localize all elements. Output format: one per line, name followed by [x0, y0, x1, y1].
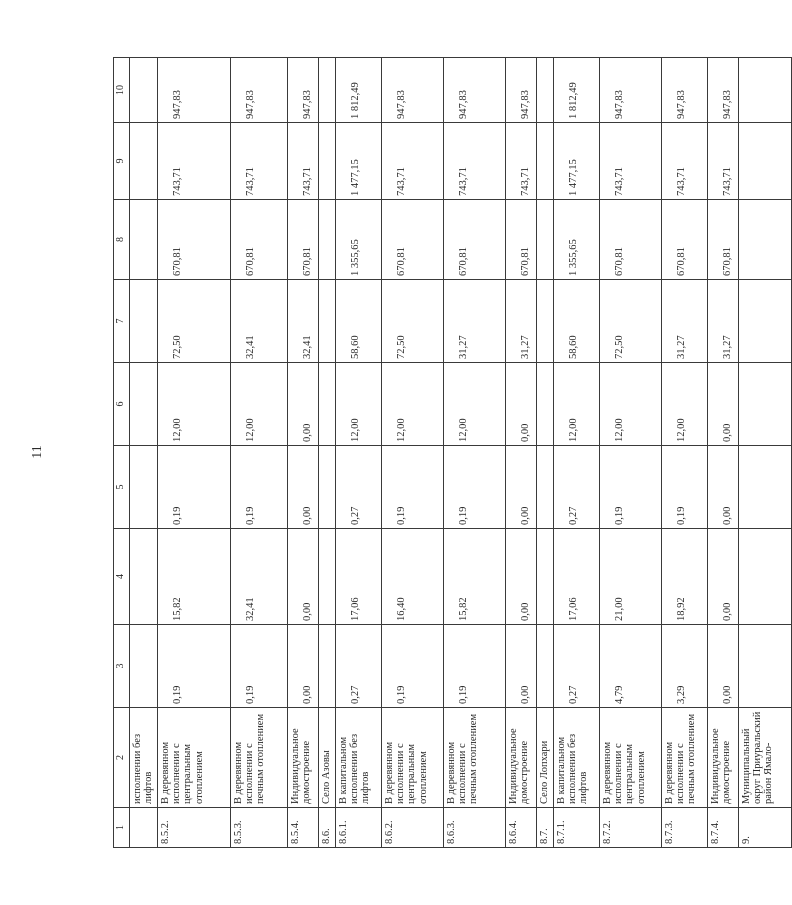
value-cell — [318, 446, 335, 529]
value-cell: 15,82 — [443, 529, 505, 625]
column-header: 5 — [114, 446, 130, 529]
value-cell: 3,29 — [661, 625, 707, 708]
value-cell: 670,81 — [661, 200, 707, 280]
value-cell: 0,00 — [287, 446, 318, 529]
value-cell — [536, 58, 553, 123]
value-cell: 1 477,15 — [553, 123, 599, 200]
value-cell: 12,00 — [157, 363, 230, 446]
value-cell: 12,00 — [335, 363, 381, 446]
value-cell: 72,50 — [599, 280, 661, 363]
value-cell: 0,00 — [707, 363, 738, 446]
row-label-cell: В деревянном исполнении с печным отоплением — [443, 708, 505, 808]
value-cell: 4,79 — [599, 625, 661, 708]
row-number-cell: 9. — [738, 808, 791, 848]
row-number-cell: 8.6.2. — [381, 808, 443, 848]
row-number-cell: 8.7.2. — [599, 808, 661, 848]
value-cell — [130, 280, 158, 363]
value-cell: 947,83 — [661, 58, 707, 123]
value-cell: 17,06 — [553, 529, 599, 625]
table-row — [661, 58, 707, 848]
value-cell: 12,00 — [381, 363, 443, 446]
row-number-cell: 8.6. — [318, 808, 335, 848]
value-cell: 1 355,65 — [335, 200, 381, 280]
column-header: 4 — [114, 529, 130, 625]
table-row — [536, 58, 553, 848]
value-cell — [130, 625, 158, 708]
value-cell: 31,27 — [505, 280, 536, 363]
value-cell: 32,41 — [287, 280, 318, 363]
value-cell — [738, 58, 791, 123]
table-row — [707, 58, 738, 848]
value-cell: 0,00 — [505, 446, 536, 529]
row-label-cell: В деревянном исполнении с центральным отоплением — [381, 708, 443, 808]
value-cell — [130, 200, 158, 280]
value-cell: 12,00 — [599, 363, 661, 446]
value-cell — [318, 280, 335, 363]
row-number-cell: 8.6.1. — [335, 808, 381, 848]
value-cell: 743,71 — [661, 123, 707, 200]
value-cell — [130, 58, 158, 123]
value-cell — [738, 280, 791, 363]
table-row — [553, 58, 599, 848]
row-label-cell: Село Лопхари — [536, 708, 553, 808]
value-cell — [318, 200, 335, 280]
value-cell — [536, 446, 553, 529]
value-cell: 12,00 — [553, 363, 599, 446]
row-label-cell: В деревянном исполнении с центральным отоплением — [599, 708, 661, 808]
value-cell: 0,00 — [707, 529, 738, 625]
row-number-cell: 8.7.3. — [661, 808, 707, 848]
value-cell: 0,00 — [505, 625, 536, 708]
value-cell — [738, 123, 791, 200]
row-number-cell: 8.7.1. — [553, 808, 599, 848]
table-row — [599, 58, 661, 848]
value-cell — [318, 625, 335, 708]
value-cell: 743,71 — [443, 123, 505, 200]
value-cell: 743,71 — [230, 123, 287, 200]
value-cell: 31,27 — [443, 280, 505, 363]
table-row — [738, 58, 791, 848]
value-cell: 12,00 — [230, 363, 287, 446]
row-label-cell: В деревянном исполнении с печным отоплением — [230, 708, 287, 808]
table-row — [505, 58, 536, 848]
row-number-cell: 8.5.4. — [287, 808, 318, 848]
value-cell: 18,92 — [661, 529, 707, 625]
value-cell: 16,40 — [381, 529, 443, 625]
column-header: 1 — [114, 808, 130, 848]
value-cell — [738, 529, 791, 625]
value-cell: 0,00 — [505, 363, 536, 446]
value-cell: 0,19 — [381, 625, 443, 708]
value-cell: 0,00 — [287, 529, 318, 625]
page-number: 11 — [30, 445, 45, 459]
value-cell: 743,71 — [505, 123, 536, 200]
row-label-cell: В деревянном исполнении с центральным отоплением — [157, 708, 230, 808]
value-cell — [130, 529, 158, 625]
row-label-cell: Индивидуальное домостроение — [707, 708, 738, 808]
value-cell: 743,71 — [157, 123, 230, 200]
value-cell: 743,71 — [381, 123, 443, 200]
value-cell: 15,82 — [157, 529, 230, 625]
value-cell: 670,81 — [230, 200, 287, 280]
table-row — [157, 58, 230, 848]
row-number-cell: 8.6.3. — [443, 808, 505, 848]
row-label-cell: Муниципальный округ Приуральский район Ямало- — [738, 708, 791, 808]
value-cell: 947,83 — [157, 58, 230, 123]
column-header: 3 — [114, 625, 130, 708]
value-cell: 32,41 — [230, 280, 287, 363]
value-cell: 670,81 — [599, 200, 661, 280]
table-row — [130, 58, 158, 848]
value-cell: 0,19 — [157, 446, 230, 529]
value-cell — [536, 200, 553, 280]
value-cell: 947,83 — [381, 58, 443, 123]
row-number-cell: 8.6.4. — [505, 808, 536, 848]
value-cell — [318, 123, 335, 200]
value-cell: 17,06 — [335, 529, 381, 625]
value-cell: 32,41 — [230, 529, 287, 625]
value-cell — [536, 529, 553, 625]
value-cell — [738, 446, 791, 529]
table-header-row — [114, 58, 130, 848]
value-cell: 12,00 — [661, 363, 707, 446]
value-cell: 0,19 — [443, 446, 505, 529]
table-row — [287, 58, 318, 848]
table-row — [381, 58, 443, 848]
row-number-cell: 8.7. — [536, 808, 553, 848]
value-cell — [130, 363, 158, 446]
row-number-cell — [130, 808, 158, 848]
column-header: 8 — [114, 200, 130, 280]
value-cell: 31,27 — [707, 280, 738, 363]
table-row — [443, 58, 505, 848]
value-cell — [318, 363, 335, 446]
value-cell — [536, 625, 553, 708]
row-label-cell: исполнении без лифтов — [130, 708, 158, 808]
value-cell: 947,83 — [505, 58, 536, 123]
value-cell: 1 812,49 — [553, 58, 599, 123]
value-cell: 0,27 — [335, 625, 381, 708]
rotated-table-wrapper — [113, 58, 775, 848]
value-cell: 0,19 — [230, 625, 287, 708]
value-cell: 670,81 — [381, 200, 443, 280]
value-cell: 0,00 — [505, 529, 536, 625]
row-label-cell: В капитальном исполнении без лифтов — [553, 708, 599, 808]
value-cell: 670,81 — [287, 200, 318, 280]
value-cell: 743,71 — [707, 123, 738, 200]
row-label-cell: Индивидуальное домостроение — [287, 708, 318, 808]
value-cell: 743,71 — [287, 123, 318, 200]
value-cell: 31,27 — [661, 280, 707, 363]
row-number-cell: 8.5.3. — [230, 808, 287, 848]
value-cell: 0,00 — [287, 625, 318, 708]
value-cell: 670,81 — [443, 200, 505, 280]
value-cell: 670,81 — [157, 200, 230, 280]
value-cell — [536, 123, 553, 200]
value-cell: 0,19 — [381, 446, 443, 529]
value-cell: 0,19 — [230, 446, 287, 529]
value-cell — [130, 446, 158, 529]
value-cell: 947,83 — [599, 58, 661, 123]
value-cell — [536, 363, 553, 446]
row-number-cell: 8.5.2. — [157, 808, 230, 848]
value-cell — [738, 200, 791, 280]
column-header: 9 — [114, 123, 130, 200]
value-cell: 1 355,65 — [553, 200, 599, 280]
table-row — [335, 58, 381, 848]
value-cell: 0,00 — [707, 446, 738, 529]
value-cell: 0,27 — [335, 446, 381, 529]
table-row — [318, 58, 335, 848]
row-label-cell: В капитальном исполнении без лифтов — [335, 708, 381, 808]
value-cell: 0,19 — [157, 625, 230, 708]
value-cell: 947,83 — [707, 58, 738, 123]
value-cell: 72,50 — [157, 280, 230, 363]
value-cell — [536, 280, 553, 363]
row-label-cell: Индивидуальное домостроение — [505, 708, 536, 808]
value-cell — [130, 123, 158, 200]
value-cell: 0,00 — [287, 363, 318, 446]
tariff-table — [113, 57, 792, 848]
value-cell — [318, 529, 335, 625]
value-cell: 947,83 — [443, 58, 505, 123]
column-header: 6 — [114, 363, 130, 446]
value-cell: 58,60 — [335, 280, 381, 363]
value-cell: 1 477,15 — [335, 123, 381, 200]
row-number-cell: 8.7.4. — [707, 808, 738, 848]
value-cell: 743,71 — [599, 123, 661, 200]
value-cell — [318, 58, 335, 123]
value-cell: 947,83 — [287, 58, 318, 123]
table-row — [230, 58, 287, 848]
value-cell: 0,00 — [707, 625, 738, 708]
row-label-cell: Село Азовы — [318, 708, 335, 808]
column-header: 2 — [114, 708, 130, 808]
value-cell — [738, 363, 791, 446]
value-cell: 947,83 — [230, 58, 287, 123]
value-cell — [738, 625, 791, 708]
value-cell: 58,60 — [553, 280, 599, 363]
value-cell: 0,19 — [443, 625, 505, 708]
value-cell: 0,19 — [599, 446, 661, 529]
value-cell: 0,19 — [661, 446, 707, 529]
value-cell: 72,50 — [381, 280, 443, 363]
value-cell: 1 812,49 — [335, 58, 381, 123]
value-cell: 670,81 — [505, 200, 536, 280]
value-cell: 0,27 — [553, 625, 599, 708]
row-label-cell: В деревянном исполнении с печным отоплением — [661, 708, 707, 808]
value-cell: 21,00 — [599, 529, 661, 625]
value-cell: 0,27 — [553, 446, 599, 529]
column-header: 7 — [114, 280, 130, 363]
value-cell: 670,81 — [707, 200, 738, 280]
column-header: 10 — [114, 58, 130, 123]
value-cell: 12,00 — [443, 363, 505, 446]
